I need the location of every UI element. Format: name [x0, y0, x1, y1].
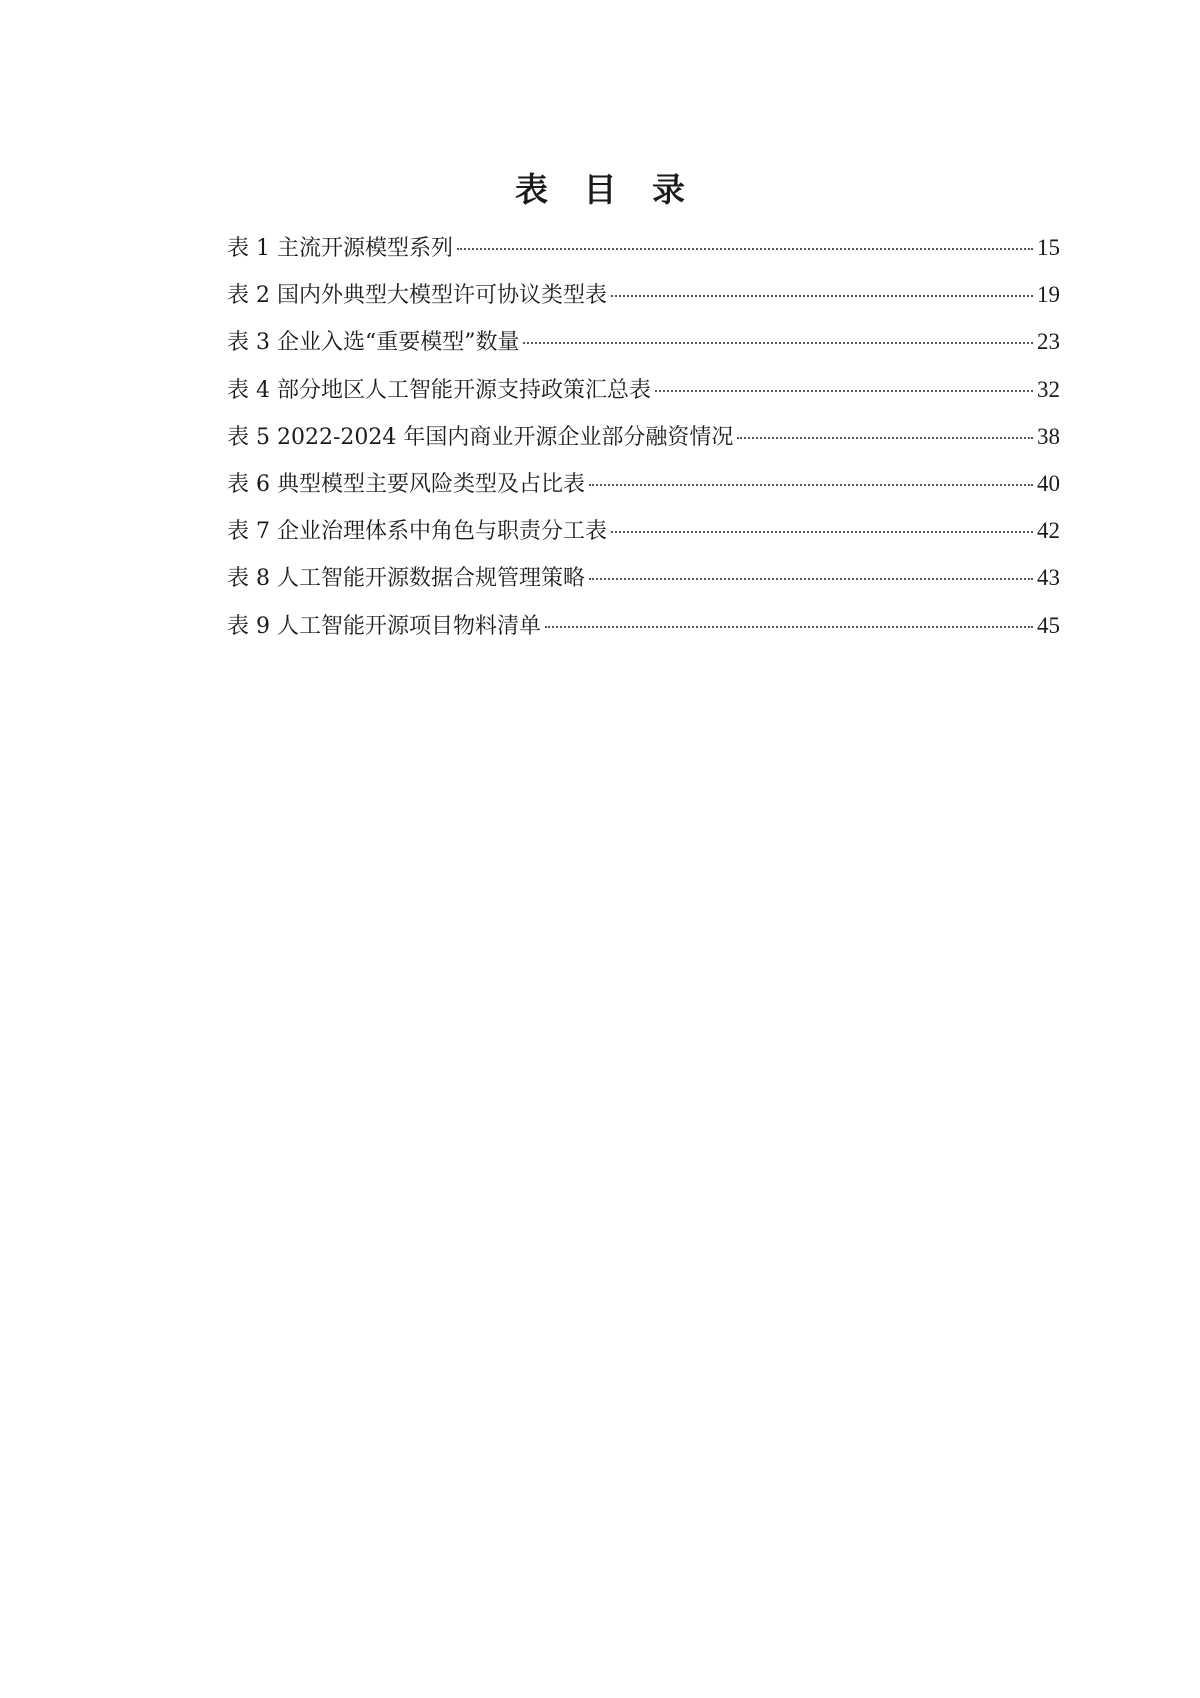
toc-entry-label: 表 5 2022-2024 年国内商业开源企业部分融资情况: [227, 424, 734, 450]
toc-entry-page: 19: [1037, 282, 1060, 308]
dot-leader: [655, 390, 1033, 392]
toc-entry-page: 15: [1037, 235, 1060, 260]
dot-leader: [589, 484, 1033, 486]
toc-entry-6[interactable]: [227, 469, 1060, 516]
toc-entry-5[interactable]: [227, 422, 1060, 469]
toc-entry-label: 表 8 人工智能开源数据合规管理策略: [227, 566, 585, 592]
dot-leader: [523, 342, 1033, 344]
toc-entry-page: 32: [1037, 376, 1060, 402]
toc-entry-label: 表 1 主流开源模型系列: [227, 236, 453, 261]
toc-entry-label: 表 4 部分地区人工智能开源支持政策汇总表: [227, 377, 651, 403]
toc-entry-page: 45: [1037, 612, 1060, 638]
dot-leader: [611, 531, 1033, 533]
toc-entry-page: 23: [1037, 329, 1060, 355]
dot-leader: [611, 295, 1033, 297]
table-of-contents: [227, 233, 1060, 658]
toc-entry-label: 表 6 典型模型主要风险类型及占比表: [227, 471, 585, 497]
toc-entry-label: 表 2 国内外典型大模型许可协议类型表: [227, 283, 607, 309]
toc-entry-page: 42: [1037, 518, 1060, 544]
toc-entry-label: 表 9 人工智能开源项目物料清单: [227, 613, 541, 639]
dot-leader: [457, 248, 1033, 250]
toc-entry-label: 表 3 企业入选“重要模型”数量: [227, 330, 520, 356]
dot-leader: [545, 626, 1033, 628]
toc-entry-7[interactable]: [227, 516, 1060, 563]
toc-entry-9[interactable]: [227, 611, 1060, 658]
toc-entry-2[interactable]: [227, 280, 1060, 327]
toc-title: 表 目 录: [515, 170, 697, 209]
toc-entry-1[interactable]: [227, 233, 1060, 280]
toc-entry-page: 43: [1037, 565, 1060, 591]
toc-entry-label: 表 7 企业治理体系中角色与职责分工表: [227, 519, 607, 545]
dot-leader: [589, 578, 1033, 580]
toc-entry-4[interactable]: [227, 375, 1060, 422]
toc-entry-3[interactable]: [227, 327, 1060, 374]
toc-entry-page: 40: [1037, 470, 1060, 496]
toc-entry-8[interactable]: [227, 563, 1060, 610]
dot-leader: [737, 437, 1033, 439]
toc-entry-page: 38: [1037, 423, 1060, 449]
